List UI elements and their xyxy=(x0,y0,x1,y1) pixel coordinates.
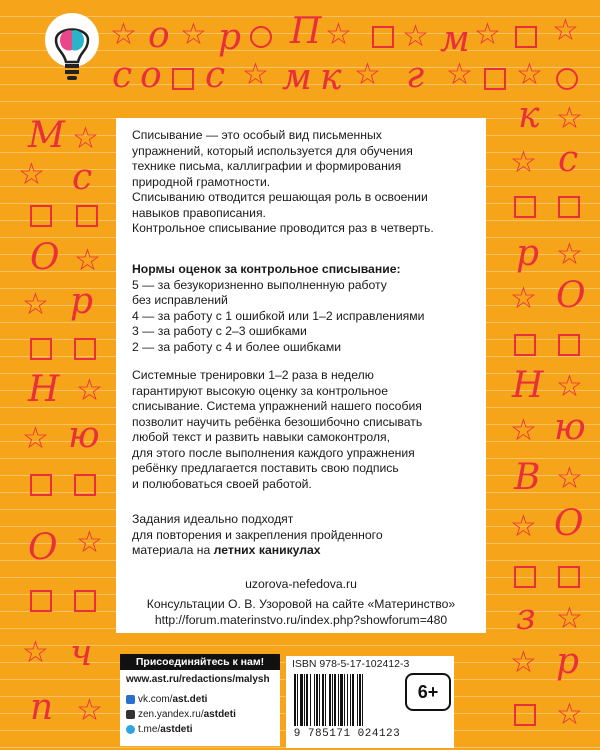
intro-line: Списывание — это особый вид письменных xyxy=(132,128,382,142)
tasks-bold-text: летних каникулах xyxy=(213,543,321,557)
barcode-bar xyxy=(304,674,305,726)
decor-letter: м xyxy=(282,57,312,98)
square-icon xyxy=(74,338,96,360)
social-bold: astdeti xyxy=(160,724,193,735)
square-icon xyxy=(558,334,580,356)
social-link-vk[interactable] xyxy=(126,694,207,705)
square-icon xyxy=(514,704,536,726)
norms-line: 3 — за работу с 2–3 ошибками xyxy=(132,324,307,338)
tasks-line xyxy=(132,543,477,559)
age-rating-badge: 6+ xyxy=(405,673,451,711)
training-line: позволит научить ребёнка безошибочно списывать xyxy=(132,414,423,429)
barcode-number: 9 785171 024123 xyxy=(293,728,401,740)
star-icon: ☆ xyxy=(510,146,537,179)
decor-letter: с xyxy=(558,139,579,180)
star-icon: ☆ xyxy=(446,58,473,91)
star-icon: ☆ xyxy=(556,462,583,495)
barcode-bar xyxy=(314,674,315,726)
intro-line: Контрольное списывание проводится раз в четверть. xyxy=(132,221,434,235)
decor-letter: о xyxy=(140,55,162,96)
square-icon xyxy=(74,590,96,612)
star-icon: ☆ xyxy=(22,636,49,669)
star-icon: ☆ xyxy=(242,58,269,91)
training-line: ребёнку предлагается поставить свою подпись xyxy=(132,461,399,475)
training-paragraph xyxy=(132,368,477,492)
star-icon: ☆ xyxy=(22,422,49,455)
decor-letter: к xyxy=(518,95,540,136)
barcode-icon xyxy=(292,674,402,728)
square-icon xyxy=(372,26,394,48)
barcode-bar xyxy=(334,674,336,726)
intro-line: природной грамотности. xyxy=(132,174,271,189)
social-plain: zen.yandex.ru/ xyxy=(138,709,204,720)
star-icon: ☆ xyxy=(76,526,103,559)
square-icon xyxy=(514,196,536,218)
star-icon: ☆ xyxy=(556,698,583,731)
isbn-text: ISBN 978-5-17-102412-3 xyxy=(292,658,410,670)
training-line: списывание. Система упражнений нашего пособия xyxy=(132,399,422,413)
star-icon: ☆ xyxy=(402,20,429,53)
star-icon: ☆ xyxy=(22,288,49,321)
decor-letter: Н xyxy=(512,365,544,406)
social-link-telegram[interactable] xyxy=(126,724,192,735)
norms-line: 2 — за работу с 4 и более ошибками xyxy=(132,339,342,354)
decor-letter: р xyxy=(556,641,580,682)
decor-letter: р xyxy=(516,233,540,274)
star-icon: ☆ xyxy=(474,18,501,51)
training-line: и полюбоваться своей работой. xyxy=(132,476,312,491)
star-icon: ☆ xyxy=(510,646,537,679)
tasks-line: для повторения и закрепления пройденного xyxy=(132,527,383,542)
telegram-icon xyxy=(126,725,135,734)
square-icon xyxy=(30,205,52,227)
square-icon xyxy=(514,334,536,356)
barcode-bar xyxy=(297,674,298,726)
social-bold: astdeti xyxy=(203,709,236,720)
barcode-bar xyxy=(310,674,311,726)
tasks-paragraph xyxy=(132,512,477,559)
vk-icon xyxy=(126,695,135,704)
join-banner: Присоединяйтесь к нам! xyxy=(120,654,280,670)
circle-icon xyxy=(556,68,578,90)
intro-line: Списыванию отводится решающая роль в освоении xyxy=(132,190,428,204)
barcode-bar xyxy=(319,674,320,726)
star-icon: ☆ xyxy=(72,122,99,155)
training-line: для этого после выполнения каждого упражнения xyxy=(132,445,415,460)
star-icon: ☆ xyxy=(510,282,537,315)
barcode-bar xyxy=(359,674,361,726)
square-icon xyxy=(172,68,194,90)
decor-letter: ю xyxy=(554,407,586,448)
star-icon: ☆ xyxy=(18,158,45,191)
decor-letter: к xyxy=(320,57,342,98)
barcode-bar xyxy=(325,674,326,726)
decor-letter: ч xyxy=(70,633,93,674)
intro-paragraph xyxy=(132,128,477,237)
square-icon xyxy=(74,474,96,496)
barcode-bar xyxy=(332,674,333,726)
decor-letter: с xyxy=(72,157,93,198)
training-line: Системные тренировки 1–2 раза в неделю xyxy=(132,368,374,382)
square-icon xyxy=(558,566,580,588)
bulb-brain-logo-icon xyxy=(44,10,100,88)
barcode-bar xyxy=(338,674,339,726)
social-block xyxy=(120,654,280,746)
star-icon: ☆ xyxy=(556,602,583,635)
intro-line: упражнений, который используется для обучения xyxy=(132,143,413,158)
social-bold: ast.deti xyxy=(172,694,208,705)
star-icon: ☆ xyxy=(354,58,381,91)
zen-icon xyxy=(126,710,135,719)
square-icon xyxy=(514,566,536,588)
barcode-bar xyxy=(344,674,345,726)
decor-letter: О xyxy=(556,275,586,316)
decor-letter: п xyxy=(30,687,54,728)
decor-letter: М xyxy=(28,115,65,156)
training-line: гарантируют высокую оценку за контрольное xyxy=(132,383,388,398)
star-icon: ☆ xyxy=(516,58,543,91)
barcode-bar xyxy=(350,674,351,726)
social-link-zen[interactable] xyxy=(126,709,236,720)
decor-letter: ю xyxy=(68,415,100,456)
star-icon: ☆ xyxy=(556,370,583,403)
barcode-bar xyxy=(340,674,343,726)
star-icon: ☆ xyxy=(510,510,537,543)
decor-letter: О xyxy=(30,237,60,278)
square-icon xyxy=(484,68,506,90)
intro-line: навыков правописания. xyxy=(132,205,266,220)
star-icon: ☆ xyxy=(325,18,352,51)
star-icon: ☆ xyxy=(110,18,137,51)
tasks-line: Задания идеально подходят xyxy=(132,512,294,526)
barcode-bar xyxy=(316,674,318,726)
barcode-bar xyxy=(357,674,358,726)
decor-letter: г xyxy=(406,55,425,96)
barcode-bar xyxy=(352,674,354,726)
training-line: любой текст и развить навыки самоконтроля, xyxy=(132,430,391,444)
decor-letter: р xyxy=(70,281,94,322)
star-icon: ☆ xyxy=(556,102,583,135)
barcode-bar xyxy=(322,674,324,726)
decor-letter: О xyxy=(28,527,58,568)
decor-letter: о xyxy=(148,15,170,56)
circle-icon xyxy=(250,26,272,48)
decor-letter: з xyxy=(516,597,536,638)
star-icon: ☆ xyxy=(180,18,207,51)
square-icon xyxy=(76,205,98,227)
tasks-plain-text: материала на xyxy=(132,543,214,557)
square-icon xyxy=(515,26,537,48)
website-link[interactable]: uzorova-nefedova.ru xyxy=(245,577,357,591)
decor-letter: м xyxy=(440,19,470,60)
star-icon: ☆ xyxy=(510,414,537,447)
social-plain: vk.com/ xyxy=(138,694,173,705)
norms-heading: Нормы оценок за контрольное списывание: xyxy=(132,262,401,276)
barcode-bar xyxy=(362,674,363,726)
square-icon xyxy=(30,590,52,612)
norms-line: 4 — за работу с 1 ошибкой или 1–2 исправлениями xyxy=(132,308,425,323)
decor-letter: р xyxy=(218,17,242,58)
main-site-link[interactable]: www.ast.ru/redactions/malysh xyxy=(126,674,270,685)
norms-line: 5 — за безукоризненно выполненную работу xyxy=(132,277,387,292)
barcode-bar xyxy=(306,674,308,726)
star-icon: ☆ xyxy=(76,694,103,727)
decor-letter: О xyxy=(554,503,584,544)
decor-letter: с xyxy=(112,55,133,96)
barcode-bar xyxy=(347,674,348,726)
intro-line: технике письма, каллиграфии и формирования xyxy=(132,159,402,173)
star-icon: ☆ xyxy=(76,374,103,407)
square-icon xyxy=(30,474,52,496)
forum-link[interactable]: http://forum.materinstvo.ru/index.php?showforum=480 xyxy=(154,613,448,627)
square-icon xyxy=(30,338,52,360)
barcode-bar xyxy=(300,674,303,726)
decor-letter: Н xyxy=(28,369,60,410)
star-icon: ☆ xyxy=(74,244,101,277)
social-plain: t.me/ xyxy=(138,724,161,735)
barcode-bar xyxy=(329,674,331,726)
consultation-text: Консультации О. В. Узоровой на сайте «Материнство» xyxy=(146,597,456,611)
barcode-bar xyxy=(294,674,296,726)
decor-letter: П xyxy=(290,11,322,52)
norms-section xyxy=(132,262,477,355)
star-icon: ☆ xyxy=(556,238,583,271)
square-icon xyxy=(558,196,580,218)
star-icon: ☆ xyxy=(552,14,579,47)
norms-line: без исправлений xyxy=(132,293,228,307)
decor-letter: с xyxy=(205,55,226,96)
decor-letter: В xyxy=(514,457,541,498)
